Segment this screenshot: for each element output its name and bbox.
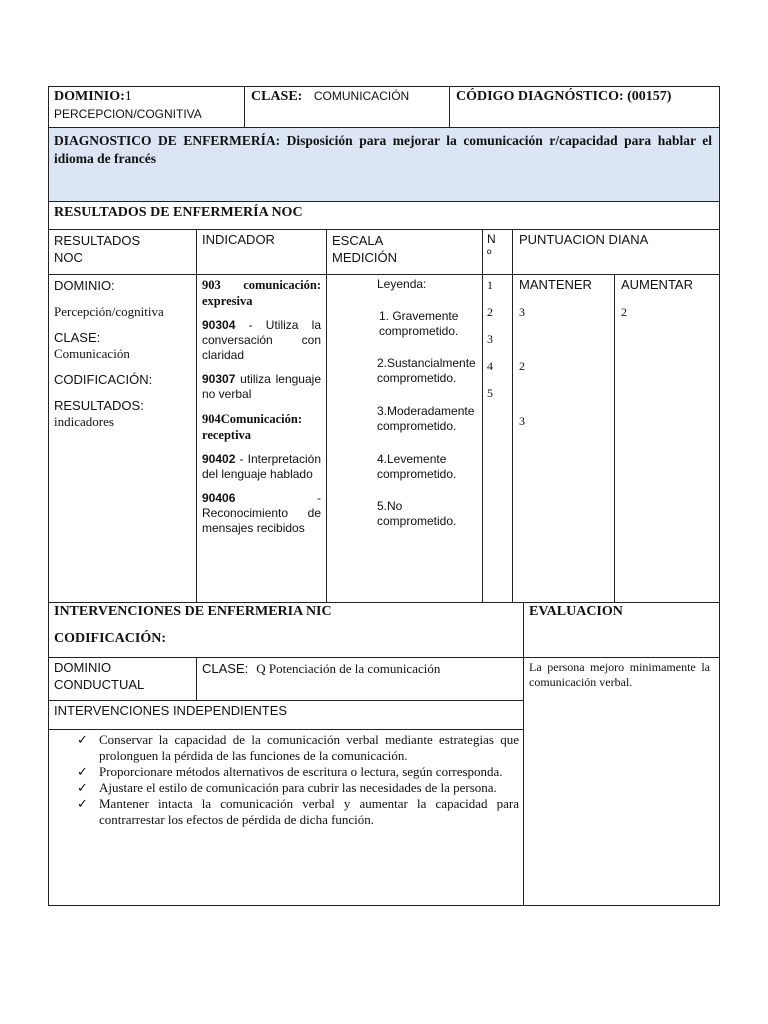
clase-value: COMUNICACIÓN — [313, 89, 410, 103]
nic-codificacion: CODIFICACIÓN: — [54, 631, 166, 646]
noc-title: RESULTADOS DE ENFERMERÍA NOC — [54, 205, 303, 220]
left-dominio-label: DOMINIO: — [54, 278, 115, 293]
aumentar-label: AUMENTAR — [621, 277, 693, 292]
numero-2: 2 — [487, 305, 493, 319]
numero-1: 1 — [487, 278, 493, 292]
evaluacion-content-cell — [523, 657, 720, 906]
diagnostico-cell — [48, 127, 720, 202]
escala-item-5: 5.No comprometido. — [377, 499, 457, 528]
escala-item-2: 2.Sustancialmente comprometido. — [377, 356, 476, 385]
intervencion-text: Proporcionare métodos alternativos de escritura o lectura, según corresponda. — [99, 764, 503, 779]
dominio-value: PERCEPCION/COGNITIVA — [54, 107, 202, 121]
indicador-90307: 90307 utiliza lenguaje no verbal — [202, 372, 321, 401]
mantener-value-2: 2 — [519, 359, 525, 373]
header-escala-label: ESCALA MEDICIÓN — [332, 233, 397, 265]
codigo-cell — [449, 86, 720, 128]
independientes-cell — [48, 700, 524, 730]
numero-3: 3 — [487, 332, 493, 346]
checkmark-icon: ✓ — [77, 764, 88, 779]
nic-clase-label: CLASE: — [202, 661, 249, 676]
header-no — [482, 229, 513, 275]
dominio-label: DOMINIO: — [54, 89, 125, 104]
numero-4: 4 — [487, 359, 493, 373]
evaluacion-text: La persona mejoro minimamente la comunicación verbal. — [529, 660, 710, 689]
indicador-90402: 90402 - Interpretación del lenguaje hablado — [202, 452, 321, 481]
indicador-90304: 90304 - Utiliza la conversación con claridad — [202, 318, 321, 362]
indicador-cell — [196, 274, 327, 603]
noc-title-cell — [48, 201, 720, 230]
intervencion-item — [77, 796, 519, 828]
independientes-label: INTERVENCIONES INDEPENDIENTES — [54, 703, 288, 718]
numero-5: 5 — [487, 386, 493, 400]
aumentar-value: 2 — [621, 305, 627, 319]
intervencion-text: Mantener intacta la comunicación verbal y aumentar la capacidad para contrarrestar los efectos de pérdida de dicha función. — [99, 796, 519, 827]
indicador-903-title: 903 comunicación: expresiva — [202, 278, 321, 308]
clase-label: CLASE: — [251, 89, 303, 104]
left-resultados-label: RESULTADOS: — [54, 398, 144, 413]
left-dominio-value: Percepción/cognitiva — [54, 304, 164, 319]
intervencion-text: Ajustare el estilo de comunicación para cubrir las necesidades de la persona. — [99, 780, 497, 795]
nic-dominio-cell — [48, 657, 197, 701]
nic-dominio: DOMINIO CONDUCTUAL — [54, 660, 145, 692]
intervencion-item — [77, 780, 519, 796]
mantener-value-3: 3 — [519, 414, 525, 428]
indicador-90406: 90406 - Reconocimiento de mensajes recibidos — [202, 491, 321, 535]
intervencion-text: Conservar la capacidad de la comunicación verbal mediante estrategias que prolonguen la pérdida de las funciones de la comunicación. — [99, 732, 519, 763]
checkmark-icon: ✓ — [77, 796, 88, 811]
checkmark-icon: ✓ — [77, 732, 88, 747]
mantener-label: MANTENER — [519, 277, 592, 292]
indicador-904-title: 904Comunicación: receptiva — [202, 412, 302, 442]
header-indicador-label: INDICADOR — [202, 232, 275, 247]
header-puntuacion — [512, 229, 720, 275]
codigo-diagnostico: CÓDIGO DIAGNÓSTICO: (00157) — [456, 89, 672, 104]
mantener-cell — [512, 274, 615, 603]
dominio-cell — [48, 86, 245, 128]
numero-cell — [482, 274, 513, 603]
left-codificacion-label: CODIFICACIÓN: — [54, 372, 153, 387]
header-puntuacion-label: PUNTUACION DIANA — [519, 232, 649, 247]
left-resultados-value: indicadores — [54, 414, 114, 429]
intervencion-item — [77, 732, 519, 764]
nic-title: INTERVENCIONES DE ENFERMERIA NIC — [54, 604, 332, 619]
header-resultados — [48, 229, 197, 275]
nic-clase-value: Q Potenciación de la comunicación — [256, 661, 441, 676]
evaluacion-title-cell — [523, 602, 720, 658]
clase-cell — [244, 86, 450, 128]
noc-left-cell — [48, 274, 197, 603]
escala-item-4: 4.Levemente comprometido. — [377, 452, 457, 481]
escala-leyenda: Leyenda: — [377, 277, 427, 291]
evaluacion-title: EVALUACION — [529, 604, 623, 619]
nic-clase-cell — [196, 657, 524, 701]
intervenciones-list-cell — [48, 729, 524, 906]
mantener-value-1: 3 — [519, 305, 525, 319]
escala-cell — [326, 274, 483, 603]
escala-item-1: 1. Gravemente comprometido. — [379, 309, 459, 338]
header-escala — [326, 229, 483, 275]
intervencion-item — [77, 764, 519, 780]
header-no-label: N º — [487, 232, 496, 261]
header-indicador — [196, 229, 327, 275]
checkmark-icon: ✓ — [77, 780, 88, 795]
dominio-num: 1 — [124, 89, 132, 104]
diagnostico-label: DIAGNOSTICO DE ENFERMERÍA: — [54, 133, 281, 148]
left-clase-value: Comunicación — [54, 346, 130, 361]
left-clase-label: CLASE: — [54, 330, 101, 345]
escala-item-3: 3.Moderadamente comprometido. — [377, 404, 475, 433]
diagnostico-text: Disposición para mejorar la comunicación r/capacidad para hablar el idioma de francés — [54, 133, 712, 166]
nic-title-cell — [48, 602, 524, 658]
aumentar-cell — [614, 274, 720, 603]
header-resultados-label: RESULTADOS NOC — [54, 233, 141, 265]
